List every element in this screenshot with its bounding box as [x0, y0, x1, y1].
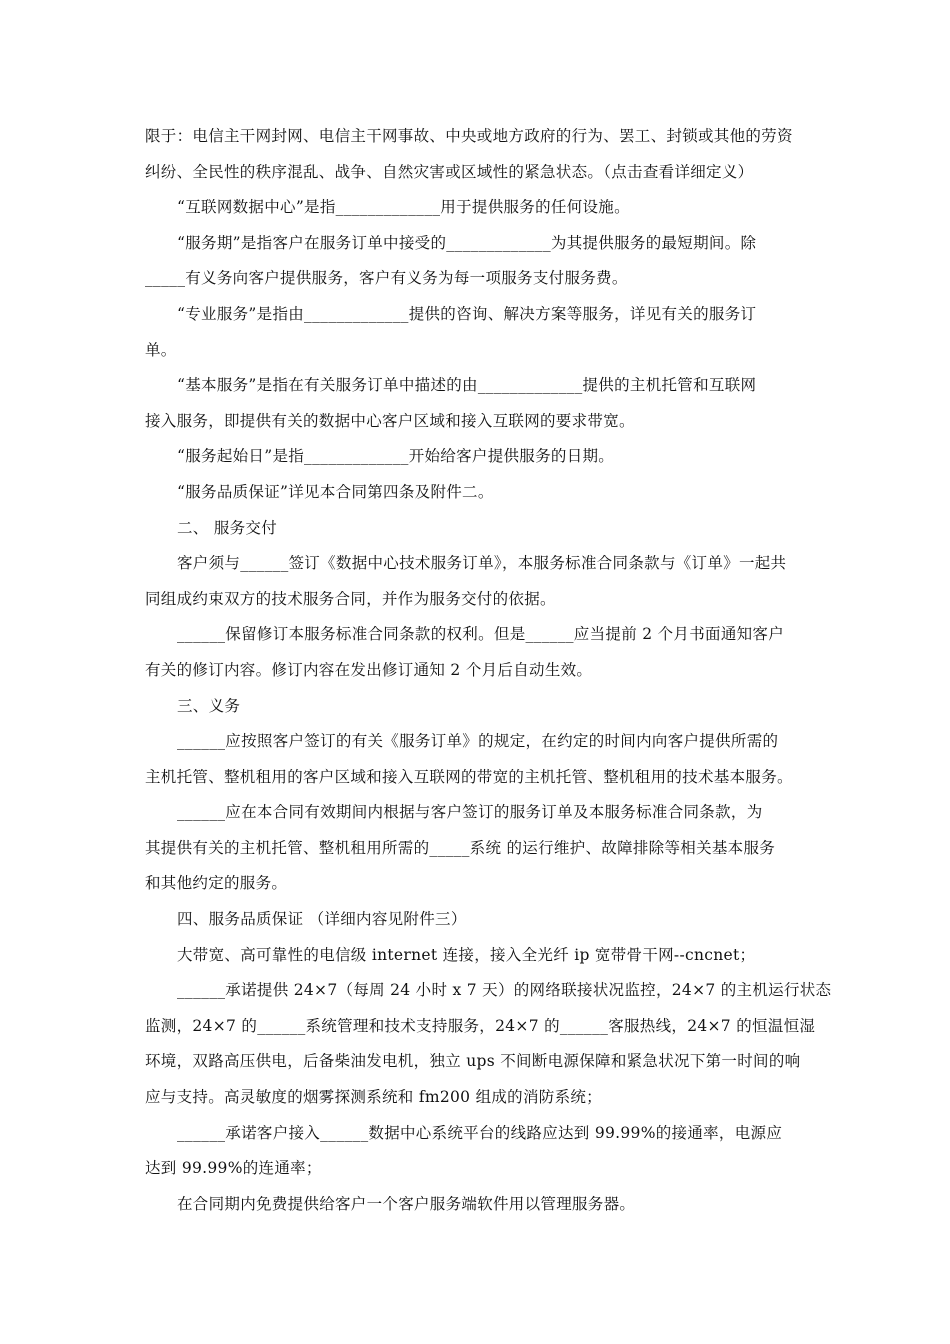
- text-line: ______保留修订本服务标准合同条款的权利。但是______应当提前 2 个月书面通知客户: [177, 625, 785, 644]
- definition-service-period: “服务期”是指客户在服务订单中接受的_____________为其提供服务的最短期间。除: [177, 233, 757, 252]
- text-line: 在合同期内免费提供给客户一个客户服务端软件用以管理服务器。: [177, 1194, 636, 1213]
- text-line: ______应按照客户签订的有关《服务订单》的规定，在约定的时间内向客户提供所需的: [177, 732, 779, 751]
- text-line: 和其他约定的服务。: [145, 874, 288, 893]
- text-line: 有关的修订内容。修订内容在发出修订通知 2 个月后自动生效。: [145, 660, 593, 679]
- definition-professional-service: “专业服务”是指由_____________提供的咨询、解决方案等服务，详见有关的服务订: [177, 304, 757, 323]
- text-line: 主机托管、整机租用的客户区域和接入互联网的带宽的主机托管、整机租用的技术基本服务。: [145, 767, 793, 786]
- text-line: 监测，24×7 的______系统管理和技术支持服务，24×7 的______客服热线，24×7 的恒温恒湿: [145, 1016, 816, 1035]
- section-heading-delivery: 二、 服务交付: [177, 518, 278, 537]
- text-line: 环境，双路高压供电，后备柴油发电机，独立 ups 不间断电源保障和紧急状况下第一时间的响: [145, 1052, 801, 1071]
- text-line: 其提供有关的主机托管、整机租用所需的_____系统 的运行维护、故障排除等相关基本服务: [145, 838, 776, 857]
- text-line: 限于：电信主干网封网、电信主干网事故、中央或地方政府的行为、罢工、封锁或其他的劳资: [145, 127, 793, 145]
- text-line: ______承诺提供 24×7（每周 24 小时 x 7 天）的网络联接状况监控，24×7 的主机运行状态: [177, 981, 832, 1000]
- text-line: ______应在本合同有效期间内根据与客户签订的服务订单及本服务标准合同条款，为: [177, 803, 763, 822]
- text-line: 大带宽、高可靠性的电信级 internet 连接，接入全光纤 ip 宽带骨干网--cncnet；: [177, 945, 756, 964]
- definition-start-date: “服务起始日”是指_____________开始给客户提供服务的日期。: [177, 447, 615, 466]
- section-heading-obligations: 三、义务: [177, 696, 241, 715]
- section-heading-sla: 四、服务品质保证 （详细内容见附件三）: [177, 910, 467, 929]
- definition-basic-service: “基本服务”是指在有关服务订单中描述的由_____________提供的主机托管和互联网: [177, 376, 757, 395]
- text-line: 接入服务，即提供有关的数据中心客户区域和接入互联网的要求带宽。: [145, 411, 635, 430]
- text-line: 同组成约束双方的技术服务合同，并作为服务交付的依据。: [145, 589, 556, 608]
- text-line: ______承诺客户接入______数据中心系统平台的线路应达到 99.99%的接通率，电源应: [177, 1123, 783, 1142]
- text-line: 单。: [145, 340, 177, 359]
- text-line: _____有义务向客户提供服务，客户有义务为每一项服务支付服务费。: [145, 269, 628, 288]
- definition-idc: “互联网数据中心”是指_____________用于提供服务的任何设施。: [177, 198, 630, 217]
- text-line: 达到 99.99%的连通率；: [145, 1159, 322, 1178]
- text-line: 客户须与______签订《数据中心技术服务订单》，本服务标准合同条款与《订单》一起共: [177, 554, 787, 573]
- text-line: 纠纷、全民性的秩序混乱、战争、自然灾害或区域性的紧急状态。（点击查看详细定义）: [145, 162, 754, 181]
- text-line: 应与支持。高灵敏度的烟雾探测系统和 fm200 组成的消防系统；: [145, 1088, 602, 1107]
- definition-sla: “服务品质保证”详见本合同第四条及附件二。: [177, 482, 494, 501]
- document-page: [145, 119, 832, 1222]
